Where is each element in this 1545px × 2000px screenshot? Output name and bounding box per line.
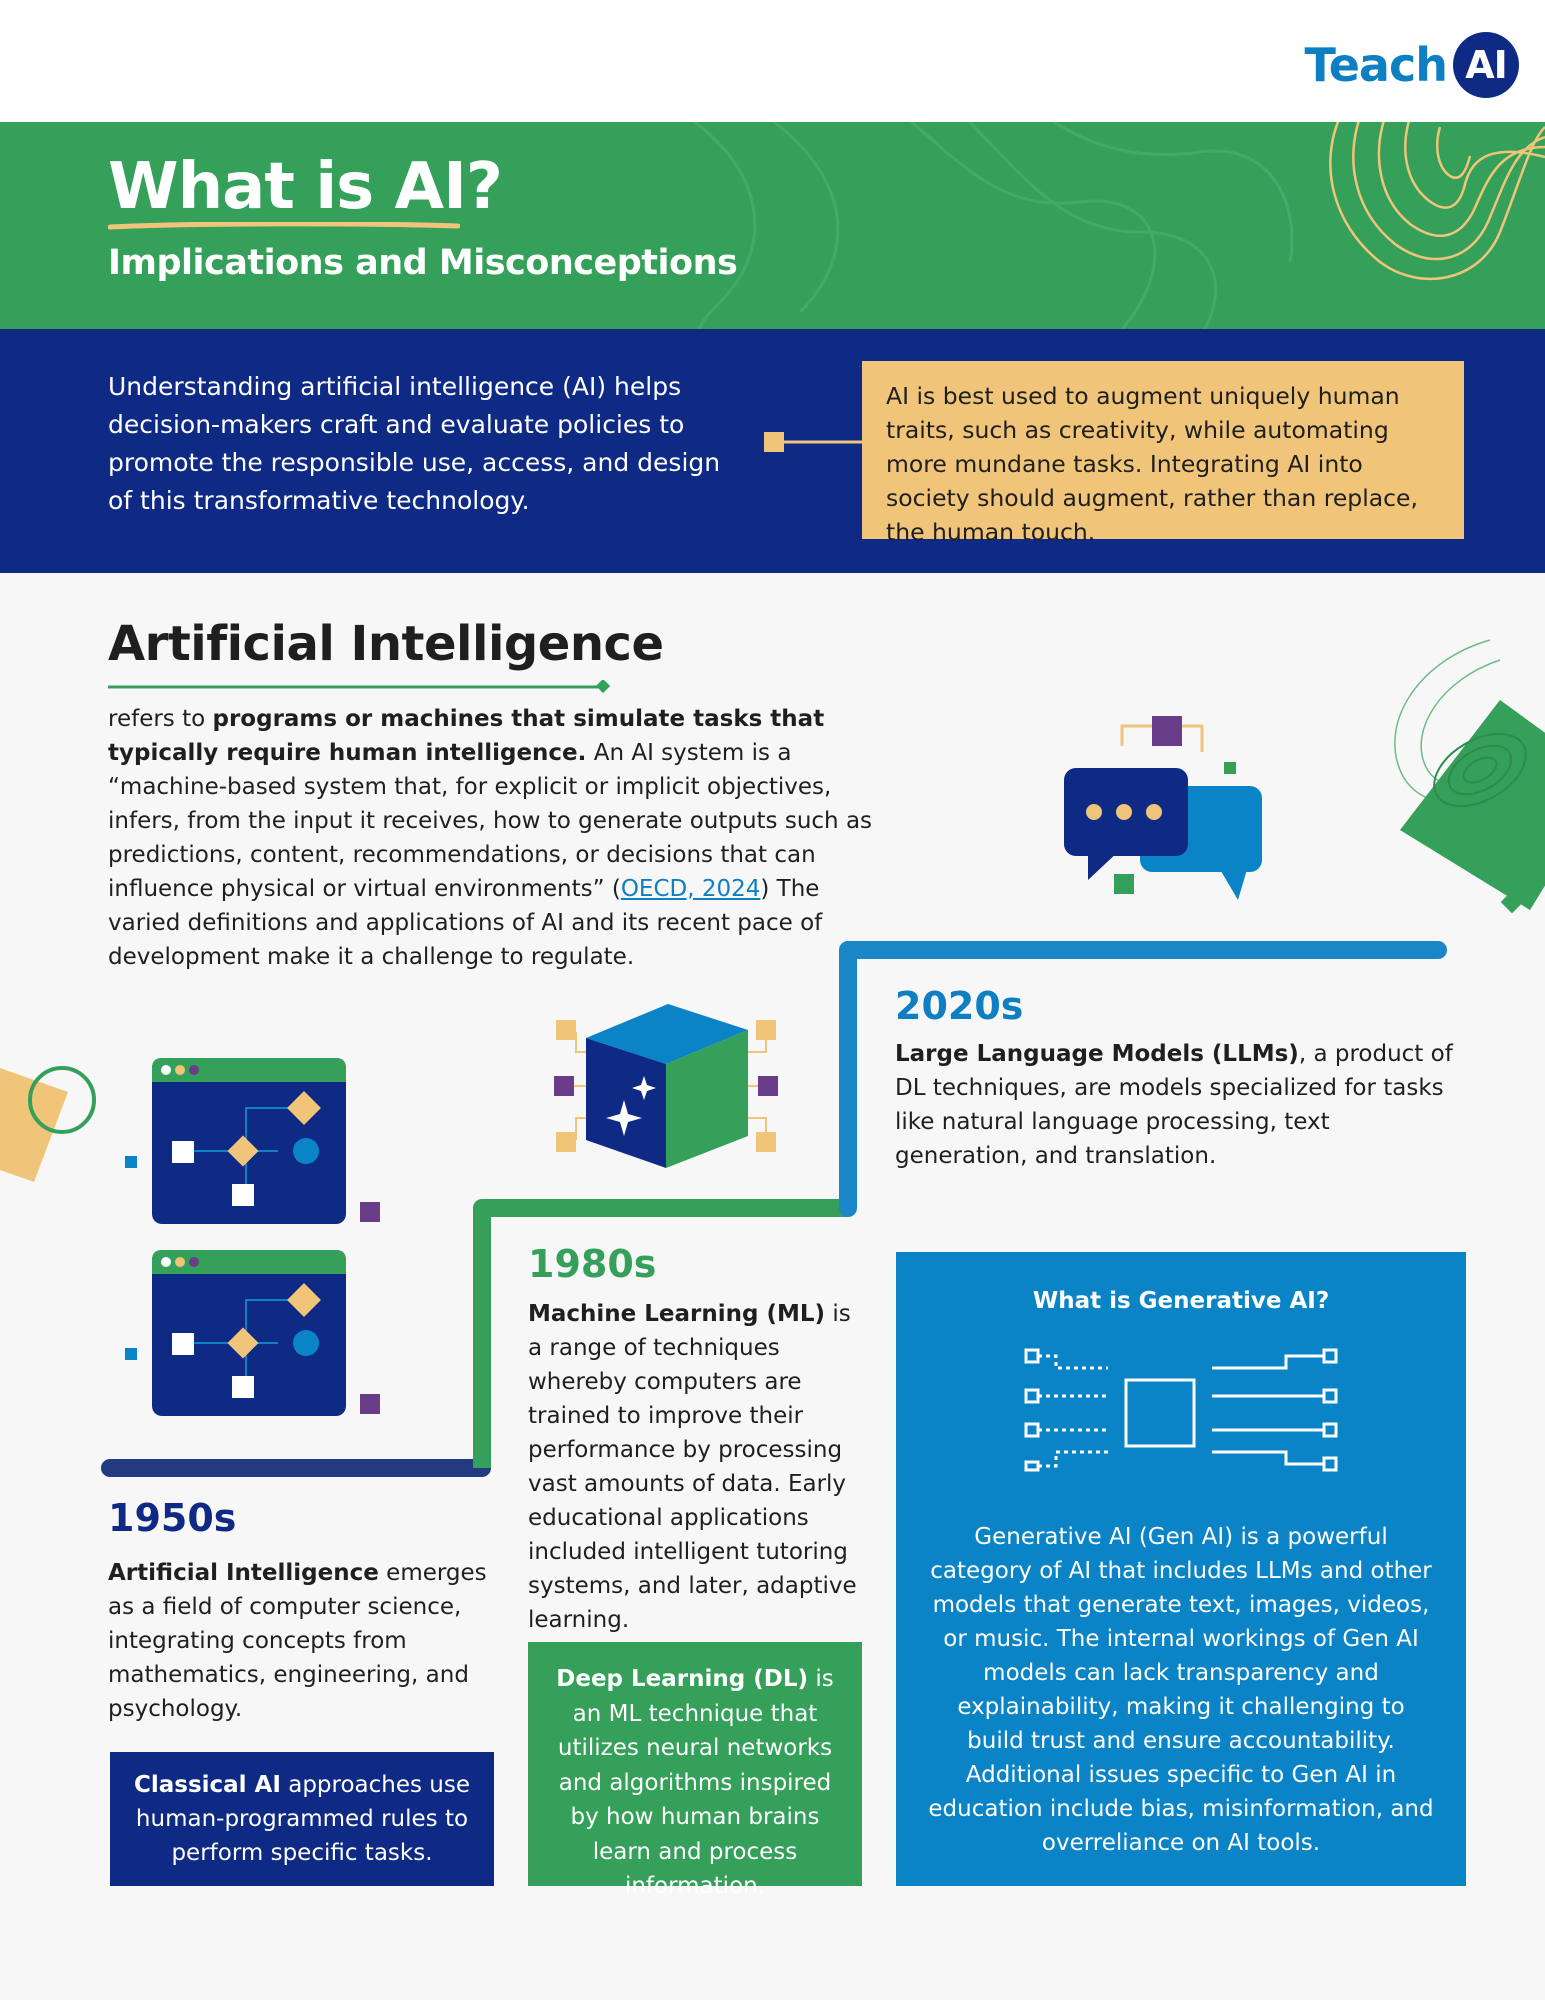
era-2020s-bold: Large Language Models (LLMs): [895, 1041, 1299, 1067]
page-subtitle: Implications and Misconceptions: [108, 243, 738, 283]
connector-icon: [764, 430, 864, 454]
section-heading: Artificial Intelligence: [108, 616, 664, 672]
definition-bold: programs or machines that simulate tasks that typically require human intelligence.: [108, 706, 825, 766]
era-text-1950s: [108, 1556, 488, 1726]
callout-box: AI is best used to augment uniquely human traits, such as creativity, while automating more mundane tasks. Integrating AI into society should augment, rather than replace, the human touch.: [862, 361, 1464, 539]
heading-underline: [108, 680, 610, 694]
ai-definition: [108, 702, 878, 974]
logo-text: Teach: [1304, 38, 1447, 92]
era-text-2020s: [895, 1037, 1455, 1173]
generative-diagram-icon: [1024, 1344, 1338, 1472]
logo-badge: AI: [1453, 32, 1519, 98]
definition-body-1: An AI system is a “machine-based system that, for explicit or implicit objectives, infers, from the input it receives, how to generate outputs such as predictions, content, recommendations, or decisions that can influence physical or virtual environments” (: [108, 740, 873, 902]
deep-learning-box: [528, 1642, 862, 1899]
definition-lead: refers to: [108, 706, 213, 732]
definition-body-2: ) The varied definitions and applications of AI and its recent pace of development make it a challenge to regulate.: [108, 876, 823, 970]
topography-square-icon: [1380, 630, 1545, 920]
deep-learning-text: is an ML technique that utilizes neural networks and algorithms inspired by how human brains learn and process information.: [557, 1666, 834, 1899]
oecd-link[interactable]: OECD, 2024: [620, 876, 761, 902]
era-1950s-bold: Artificial Intelligence: [108, 1560, 379, 1586]
era-1980s-body: is a range of techniques whereby computers are trained to improve their performance by processing vast amounts of data. Early educational applications included intelligent tutoring systems, and later, adaptive learning.: [528, 1301, 857, 1633]
generative-ai-text: Generative AI (Gen AI) is a powerful category of AI that includes LLMs and other models that generate text, images, videos, or music. The internal workings of Gen AI models can lack transparency and explainability, making it challenging to build trust and ensure accountability. Additional issues specific to Gen AI in education include bias, misinformation, and overreliance on AI tools.: [928, 1524, 1434, 1856]
title-underline: [108, 222, 460, 230]
classical-ai-bold: Classical AI: [133, 1772, 281, 1798]
era-label-1950s: 1950s: [108, 1496, 237, 1540]
classical-ai-text: approaches use human-programmed rules to perform specific tasks.: [135, 1772, 471, 1866]
classical-ai-box: [110, 1752, 494, 1886]
era-label-2020s: 2020s: [895, 984, 1024, 1028]
era-1950s-body: emerges as a field of computer science, integrating concepts from mathematics, engineering, and psychology.: [108, 1560, 487, 1722]
generative-ai-box: [896, 1252, 1466, 1886]
era-label-1980s: 1980s: [528, 1242, 657, 1286]
era-text-1980s: [528, 1297, 864, 1637]
teachai-logo[interactable]: [1304, 32, 1519, 98]
intro-text: Understanding artificial intelligence (AI) helps decision-makers craft and evaluate policies to promote the responsible use, access, and design of this transformative technology.: [108, 372, 721, 515]
era-2020s-body: , a product of DL techniques, are models specialized for tasks like natural language processing, text generation, and translation.: [895, 1041, 1453, 1169]
chat-bubbles-icon: [1058, 716, 1278, 906]
generative-ai-title: What is Generative AI?: [1032, 1288, 1330, 1314]
deep-learning-bold: Deep Learning (DL): [556, 1666, 809, 1692]
era-1980s-bold: Machine Learning (ML): [528, 1301, 826, 1327]
page-title: What is AI?: [108, 150, 502, 224]
gold-shape-icon: [0, 1058, 100, 1188]
